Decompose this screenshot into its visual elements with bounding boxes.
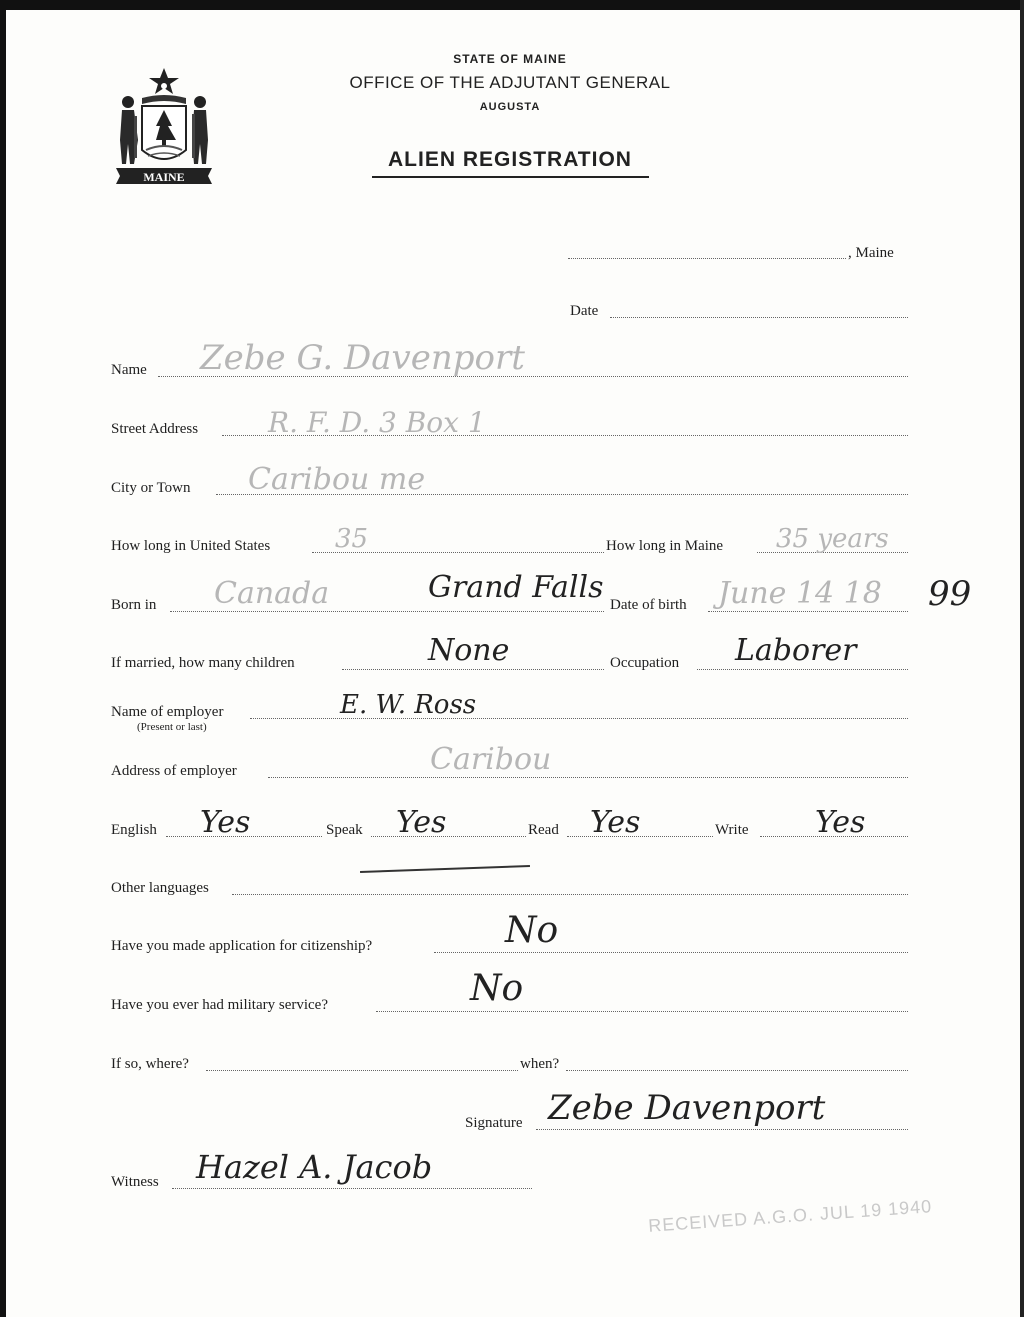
title-underline xyxy=(372,176,649,178)
english-entry: Yes xyxy=(200,805,251,840)
name-entry: Zebe G. Davenport xyxy=(200,338,525,378)
born-in-label: Born in xyxy=(111,597,157,613)
header-city: AUGUSTA xyxy=(479,101,541,113)
how-long-us-label: How long in United States xyxy=(111,538,271,554)
ink-stroke xyxy=(360,865,530,873)
dob-year-end-entry: 99 xyxy=(928,574,972,614)
read-entry: Yes xyxy=(590,805,641,840)
signature-label: Signature xyxy=(465,1115,523,1131)
speak-line xyxy=(371,836,526,837)
when-line xyxy=(566,1070,908,1071)
speak-label: Speak xyxy=(326,822,363,838)
name-label: Name xyxy=(111,362,147,378)
write-label: Write xyxy=(715,822,749,838)
born-town-entry: Grand Falls xyxy=(428,570,604,605)
header-state: STATE OF MAINE xyxy=(453,52,567,66)
born-country-entry: Canada xyxy=(214,576,330,611)
date-label: Date xyxy=(570,303,599,319)
occupation-label: Occupation xyxy=(610,655,680,671)
scan-border-left xyxy=(0,0,6,1317)
scan-border-top xyxy=(0,0,1024,10)
where-line xyxy=(206,1070,518,1071)
occupation-line xyxy=(697,669,908,670)
dob-line xyxy=(708,611,908,612)
how-long-maine-entry: 35 years xyxy=(776,524,889,554)
military-label: Have you ever had military service? xyxy=(111,997,328,1013)
military-entry: No xyxy=(470,968,524,1009)
occupation-entry: Laborer xyxy=(735,633,857,668)
children-label: If married, how many children xyxy=(111,655,295,671)
city-label: City or Town xyxy=(111,480,191,496)
place-line xyxy=(568,258,846,259)
signature-line xyxy=(536,1129,908,1130)
born-in-line xyxy=(170,611,604,612)
how-long-us-entry: 35 xyxy=(335,524,369,554)
street-entry: R. F. D. 3 Box 1 xyxy=(268,406,486,439)
scan-border-right xyxy=(1020,0,1024,1317)
employer-address-entry: Caribou xyxy=(430,742,552,777)
maine-label: , Maine xyxy=(848,245,894,261)
how-long-maine-label: How long in Maine xyxy=(606,538,724,554)
when-label: when? xyxy=(520,1056,560,1072)
other-languages-label: Other languages xyxy=(111,880,209,896)
form-title: ALIEN REGISTRATION xyxy=(388,148,632,171)
witness-line xyxy=(172,1188,532,1189)
witness-entry: Hazel A. Jacob xyxy=(196,1148,433,1186)
where-label: If so, where? xyxy=(111,1056,189,1072)
write-entry: Yes xyxy=(815,805,866,840)
english-label: English xyxy=(111,822,157,838)
employer-entry: E. W. Ross xyxy=(340,690,477,720)
children-line xyxy=(342,669,604,670)
received-stamp: RECEIVED A.G.O. JUL 19 1940 xyxy=(647,1196,933,1236)
employer-address-line xyxy=(268,777,908,778)
speak-entry: Yes xyxy=(396,805,447,840)
citizenship-line xyxy=(434,952,908,953)
employer-address-label: Address of employer xyxy=(111,763,237,779)
state-seal-icon xyxy=(112,64,216,190)
signature-entry: Zebe Davenport xyxy=(548,1088,826,1128)
date-line xyxy=(610,317,908,318)
children-entry: None xyxy=(428,633,510,668)
seal-banner-text: MAINE xyxy=(143,170,185,184)
street-label: Street Address xyxy=(111,421,199,437)
citizenship-label: Have you made application for citizenship? xyxy=(111,938,373,954)
employer-note: (Present or last) xyxy=(137,721,207,733)
witness-label: Witness xyxy=(111,1174,159,1190)
read-label: Read xyxy=(528,822,559,838)
citizenship-entry: No xyxy=(505,910,559,951)
city-entry: Caribou me xyxy=(248,462,426,497)
military-line xyxy=(376,1011,908,1012)
header-office: OFFICE OF THE ADJUTANT GENERAL xyxy=(349,73,671,92)
dob-label: Date of birth xyxy=(610,597,687,613)
other-languages-line xyxy=(232,894,908,895)
dob-entry: June 14 18 xyxy=(718,576,882,611)
employer-label: Name of employer xyxy=(111,704,224,720)
